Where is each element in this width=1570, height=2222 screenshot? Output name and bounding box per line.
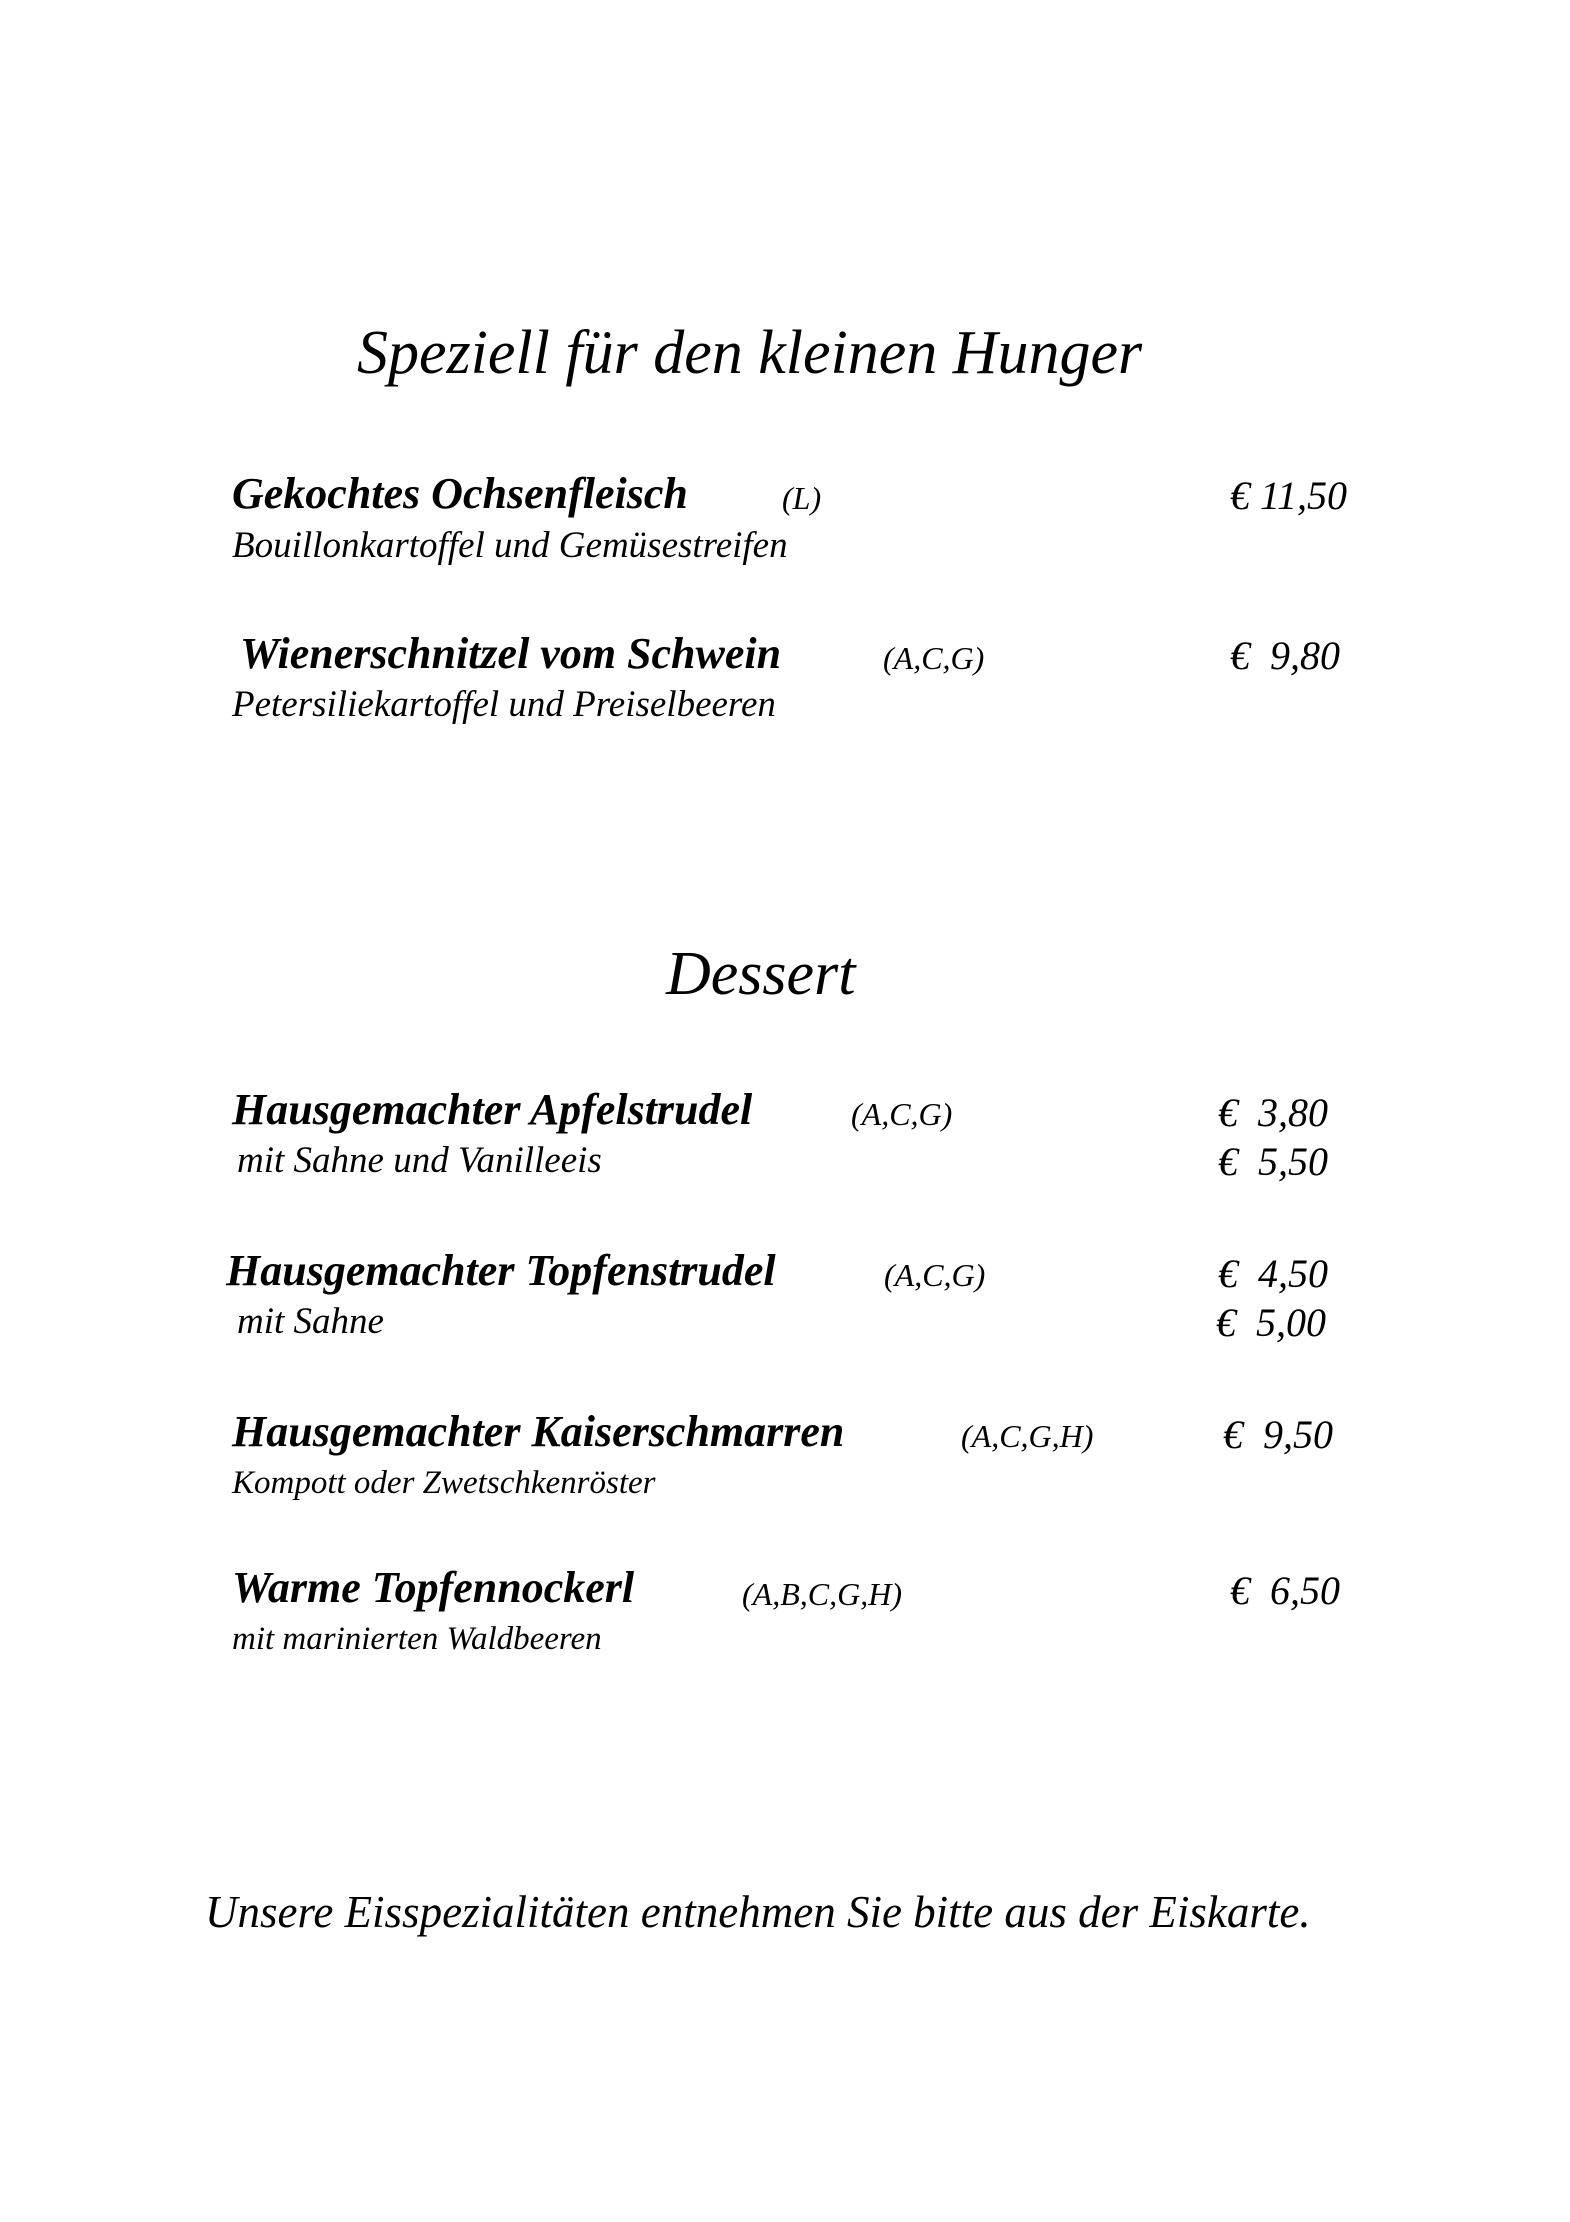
price-kaiserschmarren: € 9,50 — [1223, 1412, 1333, 1457]
footer-note: Unsere Eisspezialitäten entnehmen Sie bitte aus der Eiskarte. — [205, 1887, 1311, 1937]
price-topfenstrudel-sahne: € 5,00 — [1216, 1300, 1326, 1345]
description-kaiserschmarren: Kompott oder Zwetschkenröster — [232, 1465, 656, 1501]
section-title-dessert: Dessert — [666, 940, 856, 1008]
dish-name-topfenstrudel: Hausgemachter Topfenstrudel — [226, 1246, 776, 1295]
dish-name-topfennockerl: Warme Topfennockerl — [232, 1563, 635, 1612]
price-apfelstrudel-sahne-vanilleeis: € 5,50 — [1218, 1139, 1328, 1184]
description-topfenstrudel: mit Sahne — [237, 1301, 384, 1342]
dish-name-ochsenfleisch: Gekochtes Ochsenfleisch — [232, 469, 688, 518]
description-topfennockerl: mit marinierten Waldbeeren — [232, 1621, 602, 1657]
allergens-apfelstrudel: (A,C,G) — [851, 1096, 953, 1132]
allergens-kaiserschmarren: (A,C,G,H) — [961, 1418, 1094, 1454]
section-title-small-hunger: Speziell für den kleinen Hunger — [357, 319, 1143, 387]
description-apfelstrudel: mit Sahne und Vanilleeis — [237, 1140, 602, 1181]
price-ochsenfleisch: € 11,50 — [1230, 473, 1348, 518]
price-topfenstrudel: € 4,50 — [1218, 1251, 1328, 1296]
dish-name-apfelstrudel: Hausgemachter Apfelstrudel — [232, 1085, 753, 1134]
allergens-topfenstrudel: (A,C,G) — [884, 1257, 986, 1293]
dish-name-wienerschnitzel: Wienerschnitzel vom Schwein — [240, 629, 782, 678]
allergens-wienerschnitzel: (A,C,G) — [883, 640, 985, 676]
description-ochsenfleisch: Bouillonkartoffel und Gemüsestreifen — [232, 525, 788, 566]
allergens-topfennockerl: (A,B,C,G,H) — [742, 1576, 902, 1612]
price-wienerschnitzel: € 9,80 — [1230, 633, 1340, 678]
description-wienerschnitzel: Petersiliekartoffel und Preiselbeeren — [232, 684, 776, 725]
price-apfelstrudel: € 3,80 — [1218, 1090, 1328, 1135]
price-topfennockerl: € 6,50 — [1230, 1568, 1340, 1613]
dish-name-kaiserschmarren: Hausgemachter Kaiserschmarren — [232, 1407, 845, 1456]
allergens-ochsenfleisch: (L) — [782, 480, 822, 516]
